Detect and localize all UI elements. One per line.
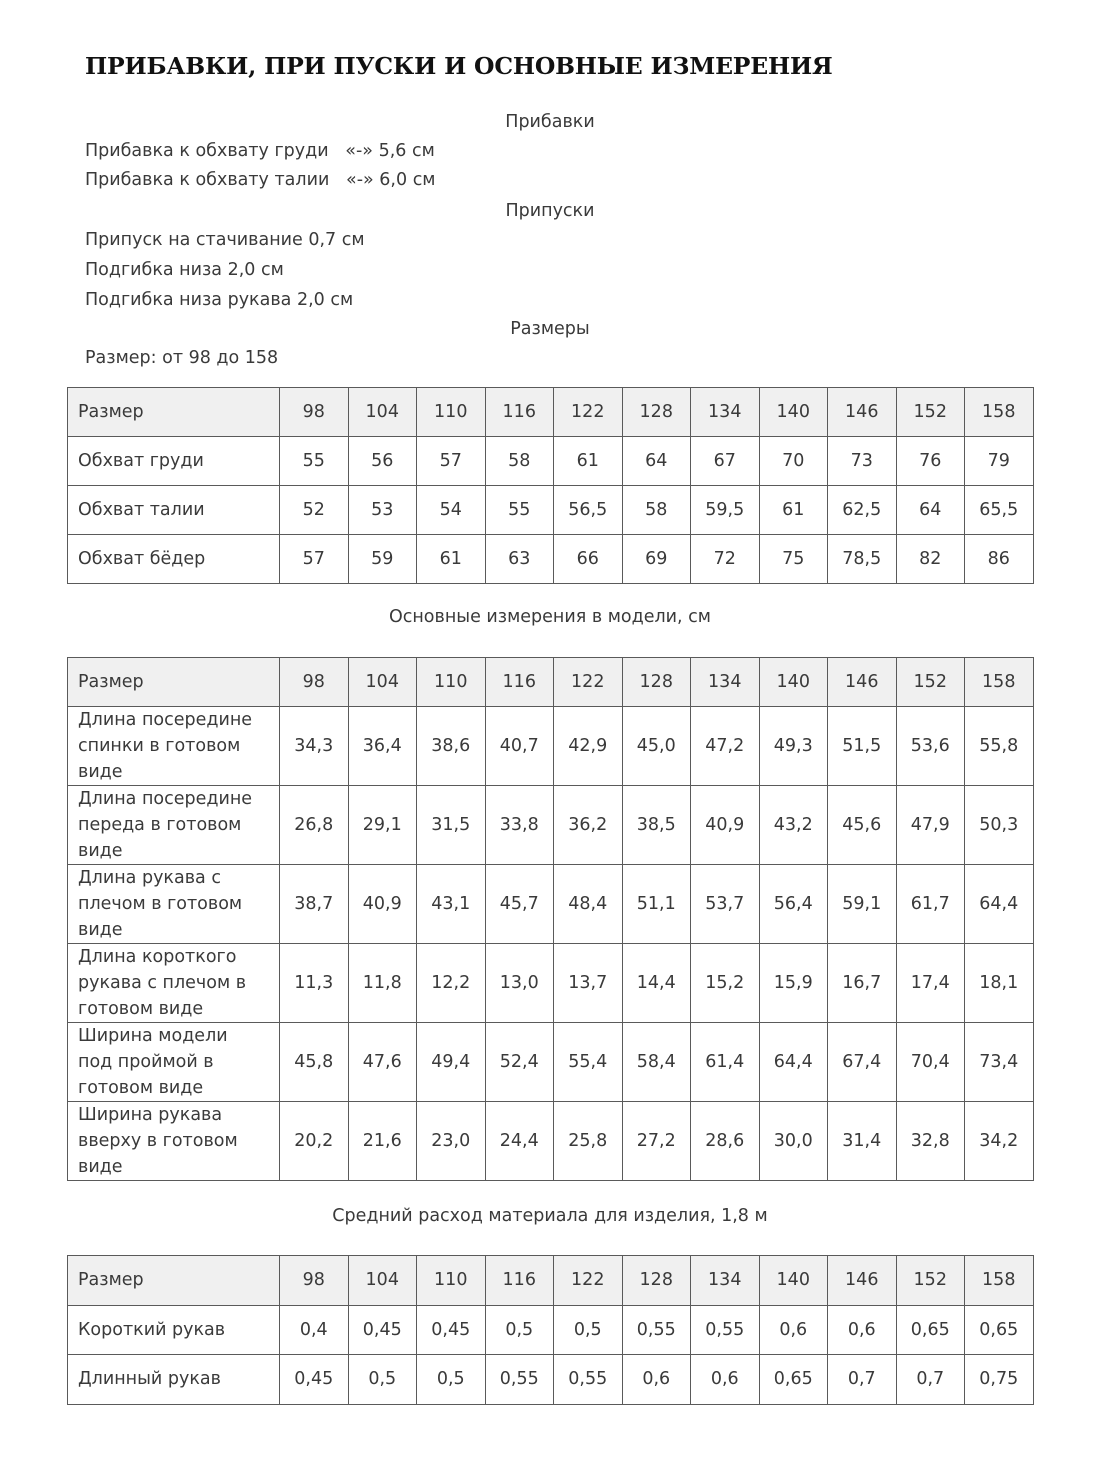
row-label-line: вверху в готовом bbox=[78, 1131, 238, 1151]
table-cell: 0,65 bbox=[896, 1305, 965, 1355]
row-label-line: Длина рукава с bbox=[78, 868, 221, 888]
table-cell: 54 bbox=[417, 486, 486, 535]
row-label: Обхват бёдер bbox=[68, 535, 280, 584]
table-cell: 70,4 bbox=[896, 1023, 965, 1102]
table-cell: 53 bbox=[348, 486, 417, 535]
table-cell: 33,8 bbox=[485, 786, 554, 865]
sizes-table bbox=[67, 387, 1034, 584]
table-cell: 56,5 bbox=[554, 486, 623, 535]
size-range: Размер: от 98 до 158 bbox=[85, 348, 279, 368]
table-row bbox=[68, 786, 1034, 865]
row-label-line: виде bbox=[78, 841, 123, 861]
table-cell: 15,9 bbox=[759, 944, 828, 1023]
table-cell: 53,6 bbox=[896, 707, 965, 786]
table-header-row bbox=[68, 388, 1034, 437]
table-cell: 12,2 bbox=[417, 944, 486, 1023]
table-cell: 15,2 bbox=[691, 944, 760, 1023]
table-row bbox=[68, 944, 1034, 1023]
table-cell: 0,65 bbox=[759, 1355, 828, 1405]
table-cell: 0,5 bbox=[417, 1355, 486, 1405]
table-cell: 0,5 bbox=[348, 1355, 417, 1405]
table-cell: 76 bbox=[896, 437, 965, 486]
table-cell: 67 bbox=[691, 437, 760, 486]
table-header-row bbox=[68, 1256, 1034, 1306]
table-cell: 73,4 bbox=[965, 1023, 1034, 1102]
table-cell: 0,5 bbox=[554, 1305, 623, 1355]
table-cell: 47,6 bbox=[348, 1023, 417, 1102]
row-label-line: Длина короткого bbox=[78, 947, 237, 967]
table-cell: 34,2 bbox=[965, 1102, 1034, 1181]
table-cell: 13,0 bbox=[485, 944, 554, 1023]
header-size: 104 bbox=[348, 658, 417, 707]
table-row bbox=[68, 1102, 1034, 1181]
fabric-consumption-table bbox=[67, 1255, 1034, 1405]
table-cell: 0,6 bbox=[759, 1305, 828, 1355]
allowance-waist: Прибавка к обхвату талии «-» 6,0 см bbox=[85, 170, 436, 190]
table-cell: 40,9 bbox=[348, 865, 417, 944]
hem-allowance: Подгибка низа 2,0 см bbox=[85, 260, 284, 280]
table-cell: 47,2 bbox=[691, 707, 760, 786]
table-cell: 36,2 bbox=[554, 786, 623, 865]
seam-allowance: Припуск на стачивание 0,7 см bbox=[85, 230, 365, 250]
table-cell: 57 bbox=[280, 535, 349, 584]
measurements-heading: Основные измерения в модели, см bbox=[388, 607, 712, 627]
table-cell: 78,5 bbox=[828, 535, 897, 584]
header-size: 152 bbox=[896, 388, 965, 437]
table-cell: 0,55 bbox=[691, 1305, 760, 1355]
table-cell: 63 bbox=[485, 535, 554, 584]
table-cell: 20,2 bbox=[280, 1102, 349, 1181]
row-label bbox=[68, 865, 280, 944]
table-cell: 0,45 bbox=[348, 1305, 417, 1355]
row-label-line: рукава с плечом в bbox=[78, 973, 247, 993]
table-cell: 86 bbox=[965, 535, 1034, 584]
table-cell: 0,45 bbox=[280, 1355, 349, 1405]
row-label: Короткий рукав bbox=[68, 1305, 280, 1355]
row-label-line: готовом виде bbox=[78, 1078, 204, 1098]
seams-heading: Припуски bbox=[505, 201, 595, 221]
table-cell: 61 bbox=[759, 486, 828, 535]
table-cell: 40,9 bbox=[691, 786, 760, 865]
header-size: 98 bbox=[280, 658, 349, 707]
table-cell: 51,5 bbox=[828, 707, 897, 786]
header-label: Размер bbox=[68, 1256, 280, 1306]
table-cell: 50,3 bbox=[965, 786, 1034, 865]
table-cell: 0,7 bbox=[896, 1355, 965, 1405]
table-cell: 16,7 bbox=[828, 944, 897, 1023]
row-label-line: виде bbox=[78, 920, 123, 940]
table-cell: 47,9 bbox=[896, 786, 965, 865]
table-cell: 65,5 bbox=[965, 486, 1034, 535]
measurements-table bbox=[67, 657, 1034, 1181]
table-cell: 55 bbox=[280, 437, 349, 486]
table-cell: 69 bbox=[622, 535, 691, 584]
header-size: 152 bbox=[896, 658, 965, 707]
table-cell: 34,3 bbox=[280, 707, 349, 786]
row-label-line: виде bbox=[78, 1157, 123, 1177]
table-cell: 43,2 bbox=[759, 786, 828, 865]
table-cell: 0,75 bbox=[965, 1355, 1034, 1405]
table-cell: 38,7 bbox=[280, 865, 349, 944]
table-cell: 40,7 bbox=[485, 707, 554, 786]
header-size: 158 bbox=[965, 1256, 1034, 1306]
table-cell: 27,2 bbox=[622, 1102, 691, 1181]
table-cell: 0,7 bbox=[828, 1355, 897, 1405]
table-cell: 0,6 bbox=[691, 1355, 760, 1405]
row-label-line: под проймой в bbox=[78, 1052, 214, 1072]
table-cell: 0,4 bbox=[280, 1305, 349, 1355]
table-cell: 45,7 bbox=[485, 865, 554, 944]
table-cell: 31,4 bbox=[828, 1102, 897, 1181]
header-size: 116 bbox=[485, 1256, 554, 1306]
table-cell: 61 bbox=[554, 437, 623, 486]
table-cell: 26,8 bbox=[280, 786, 349, 865]
table-cell: 0,55 bbox=[622, 1305, 691, 1355]
row-label-line: Ширина рукава bbox=[78, 1105, 223, 1125]
table-row bbox=[68, 535, 1034, 584]
table-cell: 64,4 bbox=[759, 1023, 828, 1102]
header-size: 104 bbox=[348, 1256, 417, 1306]
table-cell: 56 bbox=[348, 437, 417, 486]
header-size: 104 bbox=[348, 388, 417, 437]
table-cell: 82 bbox=[896, 535, 965, 584]
header-size: 152 bbox=[896, 1256, 965, 1306]
header-label: Размер bbox=[68, 658, 280, 707]
header-size: 146 bbox=[828, 658, 897, 707]
table-cell: 51,1 bbox=[622, 865, 691, 944]
row-label: Обхват груди bbox=[68, 437, 280, 486]
table-cell: 38,5 bbox=[622, 786, 691, 865]
header-size: 98 bbox=[280, 388, 349, 437]
table-cell: 61,4 bbox=[691, 1023, 760, 1102]
table-cell: 70 bbox=[759, 437, 828, 486]
table-cell: 13,7 bbox=[554, 944, 623, 1023]
table-row bbox=[68, 1023, 1034, 1102]
table-cell: 17,4 bbox=[896, 944, 965, 1023]
table-cell: 64 bbox=[622, 437, 691, 486]
table-cell: 45,6 bbox=[828, 786, 897, 865]
table-cell: 23,0 bbox=[417, 1102, 486, 1181]
table-cell: 59,5 bbox=[691, 486, 760, 535]
header-size: 140 bbox=[759, 388, 828, 437]
table-cell: 36,4 bbox=[348, 707, 417, 786]
table-cell: 25,8 bbox=[554, 1102, 623, 1181]
header-size: 158 bbox=[965, 658, 1034, 707]
table-cell: 55,8 bbox=[965, 707, 1034, 786]
table-cell: 57 bbox=[417, 437, 486, 486]
sleeve-hem-allowance: Подгибка низа рукава 2,0 см bbox=[85, 290, 354, 310]
table-cell: 29,1 bbox=[348, 786, 417, 865]
table-cell: 30,0 bbox=[759, 1102, 828, 1181]
table-cell: 58 bbox=[622, 486, 691, 535]
table-cell: 0,6 bbox=[622, 1355, 691, 1405]
table-cell: 64,4 bbox=[965, 865, 1034, 944]
table-cell: 0,5 bbox=[485, 1305, 554, 1355]
table-header-row bbox=[68, 658, 1034, 707]
table-cell: 52 bbox=[280, 486, 349, 535]
row-label-line: спинки в готовом bbox=[78, 736, 241, 756]
table-cell: 24,4 bbox=[485, 1102, 554, 1181]
table-cell: 58,4 bbox=[622, 1023, 691, 1102]
header-size: 110 bbox=[417, 1256, 486, 1306]
row-label-line: Длина посередине bbox=[78, 789, 253, 809]
header-size: 122 bbox=[554, 388, 623, 437]
table-cell: 14,4 bbox=[622, 944, 691, 1023]
table-cell: 59 bbox=[348, 535, 417, 584]
row-label bbox=[68, 1023, 280, 1102]
header-size: 122 bbox=[554, 1256, 623, 1306]
table-cell: 66 bbox=[554, 535, 623, 584]
header-size: 128 bbox=[622, 1256, 691, 1306]
table-cell: 28,6 bbox=[691, 1102, 760, 1181]
page-title: ПРИБАВКИ, ПРИ ПУСКИ И ОСНОВНЫЕ ИЗМЕРЕНИЯ bbox=[85, 52, 833, 80]
table-cell: 72 bbox=[691, 535, 760, 584]
row-label-line: Ширина модели bbox=[78, 1026, 228, 1046]
table-row bbox=[68, 486, 1034, 535]
header-size: 116 bbox=[485, 658, 554, 707]
table-cell: 58 bbox=[485, 437, 554, 486]
header-size: 140 bbox=[759, 658, 828, 707]
row-label: Длинный рукав bbox=[68, 1355, 280, 1405]
table-cell: 79 bbox=[965, 437, 1034, 486]
table-cell: 49,3 bbox=[759, 707, 828, 786]
table-cell: 61,7 bbox=[896, 865, 965, 944]
header-size: 122 bbox=[554, 658, 623, 707]
header-size: 158 bbox=[965, 388, 1034, 437]
row-label: Обхват талии bbox=[68, 486, 280, 535]
table-cell: 32,8 bbox=[896, 1102, 965, 1181]
table-cell: 38,6 bbox=[417, 707, 486, 786]
row-label-line: переда в готовом bbox=[78, 815, 242, 835]
table-cell: 0,55 bbox=[554, 1355, 623, 1405]
table-cell: 61 bbox=[417, 535, 486, 584]
table-cell: 55 bbox=[485, 486, 554, 535]
header-size: 146 bbox=[828, 388, 897, 437]
header-size: 128 bbox=[622, 658, 691, 707]
header-size: 134 bbox=[691, 388, 760, 437]
table-cell: 11,8 bbox=[348, 944, 417, 1023]
table-row bbox=[68, 865, 1034, 944]
table-cell: 18,1 bbox=[965, 944, 1034, 1023]
table-cell: 59,1 bbox=[828, 865, 897, 944]
row-label-line: Длина посередине bbox=[78, 710, 253, 730]
table-cell: 0,55 bbox=[485, 1355, 554, 1405]
row-label bbox=[68, 944, 280, 1023]
header-size: 140 bbox=[759, 1256, 828, 1306]
table-cell: 43,1 bbox=[417, 865, 486, 944]
fabric-heading: Средний расход материала для изделия, 1,8 м bbox=[332, 1206, 768, 1226]
table-cell: 49,4 bbox=[417, 1023, 486, 1102]
table-cell: 42,9 bbox=[554, 707, 623, 786]
table-cell: 62,5 bbox=[828, 486, 897, 535]
header-size: 134 bbox=[691, 658, 760, 707]
table-cell: 0,65 bbox=[965, 1305, 1034, 1355]
table-cell: 53,7 bbox=[691, 865, 760, 944]
table-cell: 67,4 bbox=[828, 1023, 897, 1102]
table-cell: 55,4 bbox=[554, 1023, 623, 1102]
table-row bbox=[68, 707, 1034, 786]
table-cell: 0,45 bbox=[417, 1305, 486, 1355]
table-row bbox=[68, 1355, 1034, 1405]
table-cell: 11,3 bbox=[280, 944, 349, 1023]
row-label-line: плечом в готовом bbox=[78, 894, 243, 914]
table-cell: 64 bbox=[896, 486, 965, 535]
header-size: 134 bbox=[691, 1256, 760, 1306]
allowances-heading: Прибавки bbox=[505, 112, 595, 132]
row-label bbox=[68, 707, 280, 786]
header-size: 128 bbox=[622, 388, 691, 437]
table-cell: 45,8 bbox=[280, 1023, 349, 1102]
row-label bbox=[68, 1102, 280, 1181]
table-cell: 73 bbox=[828, 437, 897, 486]
row-label-line: виде bbox=[78, 762, 123, 782]
table-cell: 0,6 bbox=[828, 1305, 897, 1355]
header-size: 110 bbox=[417, 658, 486, 707]
table-cell: 31,5 bbox=[417, 786, 486, 865]
sizes-heading: Размеры bbox=[510, 319, 590, 339]
table-cell: 56,4 bbox=[759, 865, 828, 944]
header-label: Размер bbox=[68, 388, 280, 437]
header-size: 98 bbox=[280, 1256, 349, 1306]
row-label-line: готовом виде bbox=[78, 999, 204, 1019]
table-cell: 48,4 bbox=[554, 865, 623, 944]
header-size: 146 bbox=[828, 1256, 897, 1306]
table-row bbox=[68, 437, 1034, 486]
header-size: 110 bbox=[417, 388, 486, 437]
table-row bbox=[68, 1305, 1034, 1355]
table-cell: 75 bbox=[759, 535, 828, 584]
row-label bbox=[68, 786, 280, 865]
table-cell: 52,4 bbox=[485, 1023, 554, 1102]
table-cell: 45,0 bbox=[622, 707, 691, 786]
allowance-chest: Прибавка к обхвату груди «-» 5,6 см bbox=[85, 141, 435, 161]
table-cell: 21,6 bbox=[348, 1102, 417, 1181]
header-size: 116 bbox=[485, 388, 554, 437]
